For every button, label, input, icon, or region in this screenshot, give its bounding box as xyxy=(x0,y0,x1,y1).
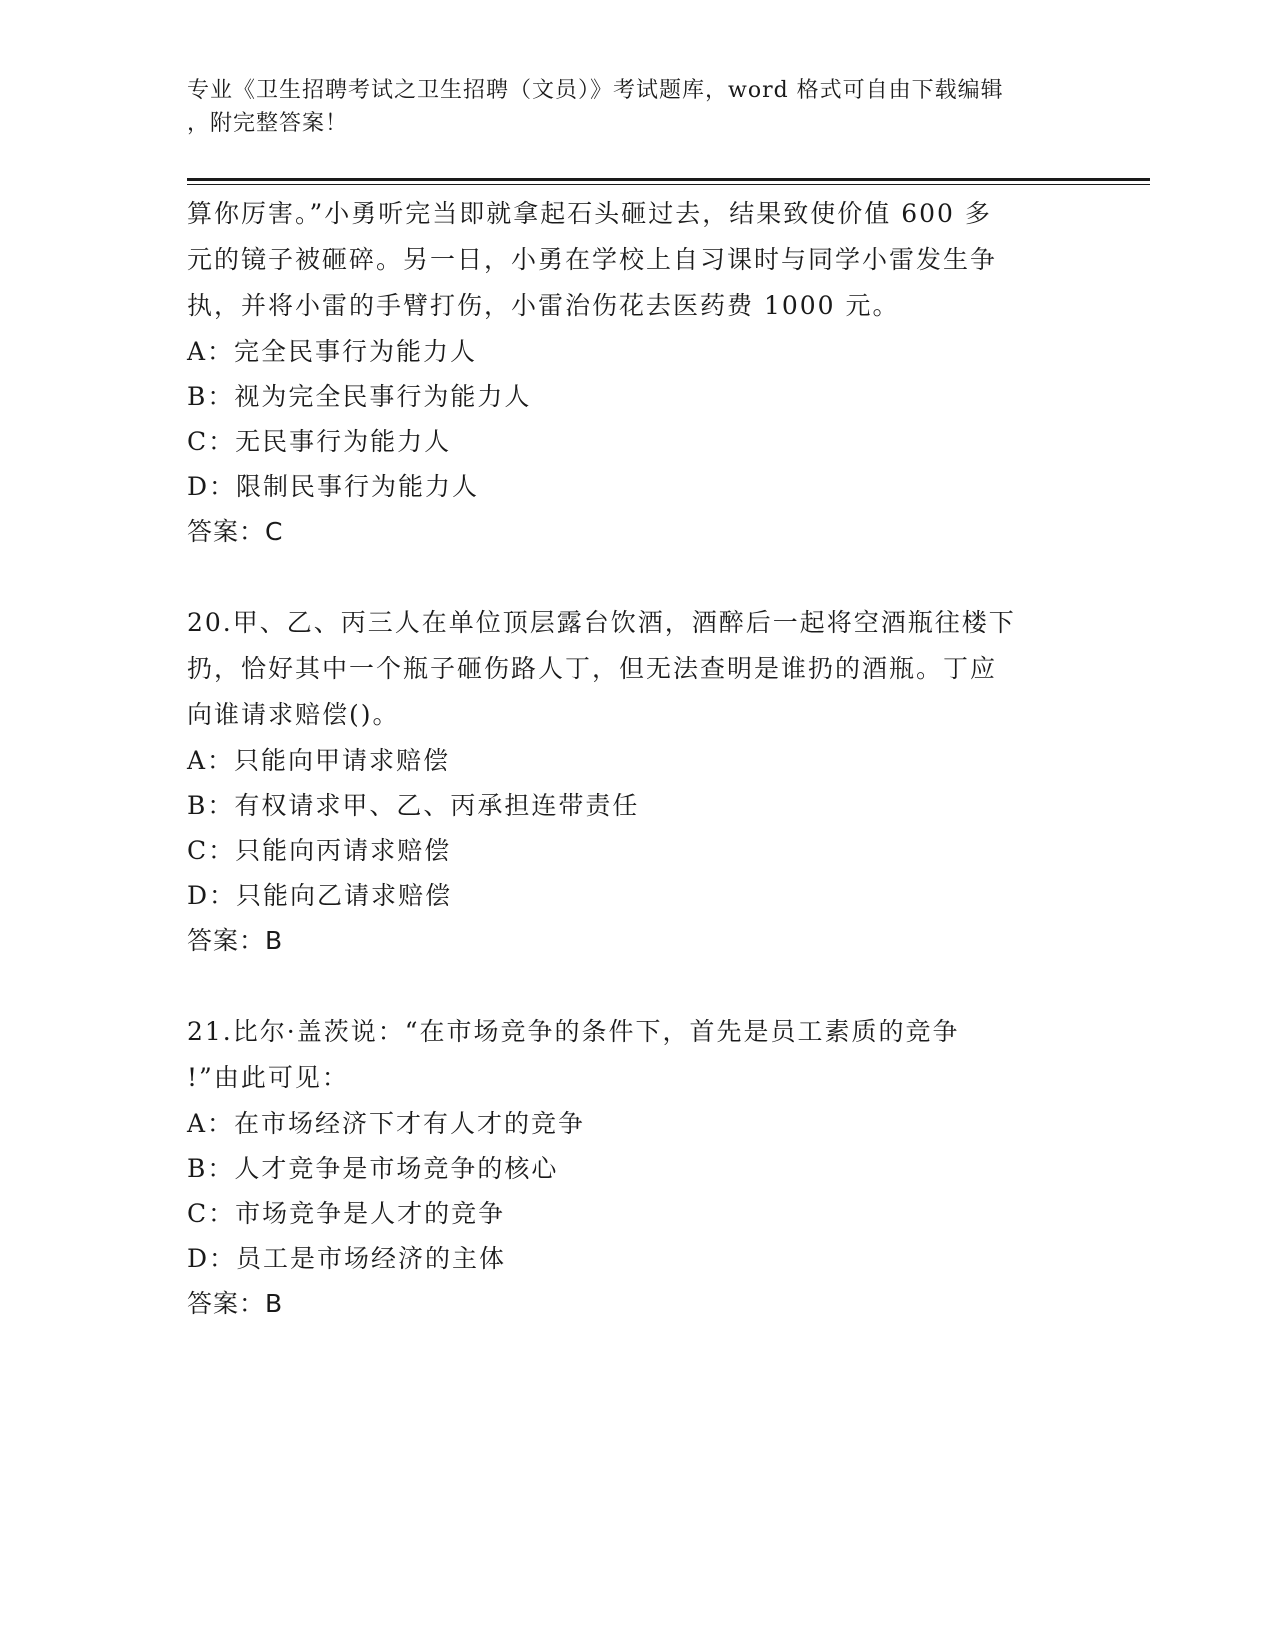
document-header xyxy=(187,74,1067,140)
header-line-1: 专业《卫生招聘考试之卫生招聘（文员）》考试题库，word 格式可自由下载编辑 xyxy=(187,78,1004,103)
question-21-option-d: D：员工是市场经济的主体 xyxy=(187,1244,507,1273)
question-20-text-line-2: 扔，恰好其中一个瓶子砸伤路人丁，但无法查明是谁扔的酒瓶。丁应 xyxy=(187,654,998,683)
question-21-block xyxy=(187,1009,1087,1327)
question-19-block xyxy=(187,191,1087,555)
question-19-option-b: B：视为完全民事行为能力人 xyxy=(187,382,532,411)
question-20-option-a: A：只能向甲请求赔偿 xyxy=(187,746,451,775)
question-20-answer: 答案：B xyxy=(187,926,284,955)
question-20-option-b: B：有权请求甲、乙、丙承担连带责任 xyxy=(187,791,640,820)
question-19-text-line-1: 算你厉害。”小勇听完当即就拿起石头砸过去，结果致使价值 600 多 xyxy=(187,199,992,228)
question-21-option-a: A：在市场经济下才有人才的竞争 xyxy=(187,1109,586,1138)
question-19-option-c: C：无民事行为能力人 xyxy=(187,427,452,456)
spacer xyxy=(187,555,1087,600)
question-20-option-d: D：只能向乙请求赔偿 xyxy=(187,881,453,910)
question-19-answer: 答案：C xyxy=(187,517,284,546)
spacer xyxy=(187,964,1087,1009)
question-21-option-c: C：市场竞争是人才的竞争 xyxy=(187,1199,506,1228)
question-20-text-line-3: 向谁请求赔偿()。 xyxy=(187,700,400,729)
question-19-text-line-2: 元的镜子被砸碎。另一日，小勇在学校上自习课时与同学小雷发生争 xyxy=(187,245,998,274)
question-21-text-line-2: !”由此可见： xyxy=(187,1063,349,1092)
question-20-option-c: C：只能向丙请求赔偿 xyxy=(187,836,452,865)
question-19-text-line-3: 执，并将小雷的手臂打伤，小雷治伤花去医药费 1000 元。 xyxy=(187,291,900,320)
question-20-text-line-1: 20.甲、乙、丙三人在单位顶层露台饮酒，酒醉后一起将空酒瓶往楼下 xyxy=(187,608,1016,637)
header-line-2: ，附完整答案！ xyxy=(187,111,349,136)
question-19-option-d: D：限制民事行为能力人 xyxy=(187,472,480,501)
question-20-block xyxy=(187,600,1087,964)
question-content xyxy=(187,191,1087,1327)
header-rule-thin xyxy=(187,184,1150,185)
header-rule-thick xyxy=(187,178,1150,181)
question-21-answer: 答案：B xyxy=(187,1289,284,1318)
question-19-option-a: A：完全民事行为能力人 xyxy=(187,337,478,366)
question-21-text-line-1: 21.比尔·盖茨说：“在市场竞争的条件下，首先是员工素质的竞争 xyxy=(187,1017,960,1046)
question-21-option-b: B：人才竞争是市场竞争的核心 xyxy=(187,1154,559,1183)
